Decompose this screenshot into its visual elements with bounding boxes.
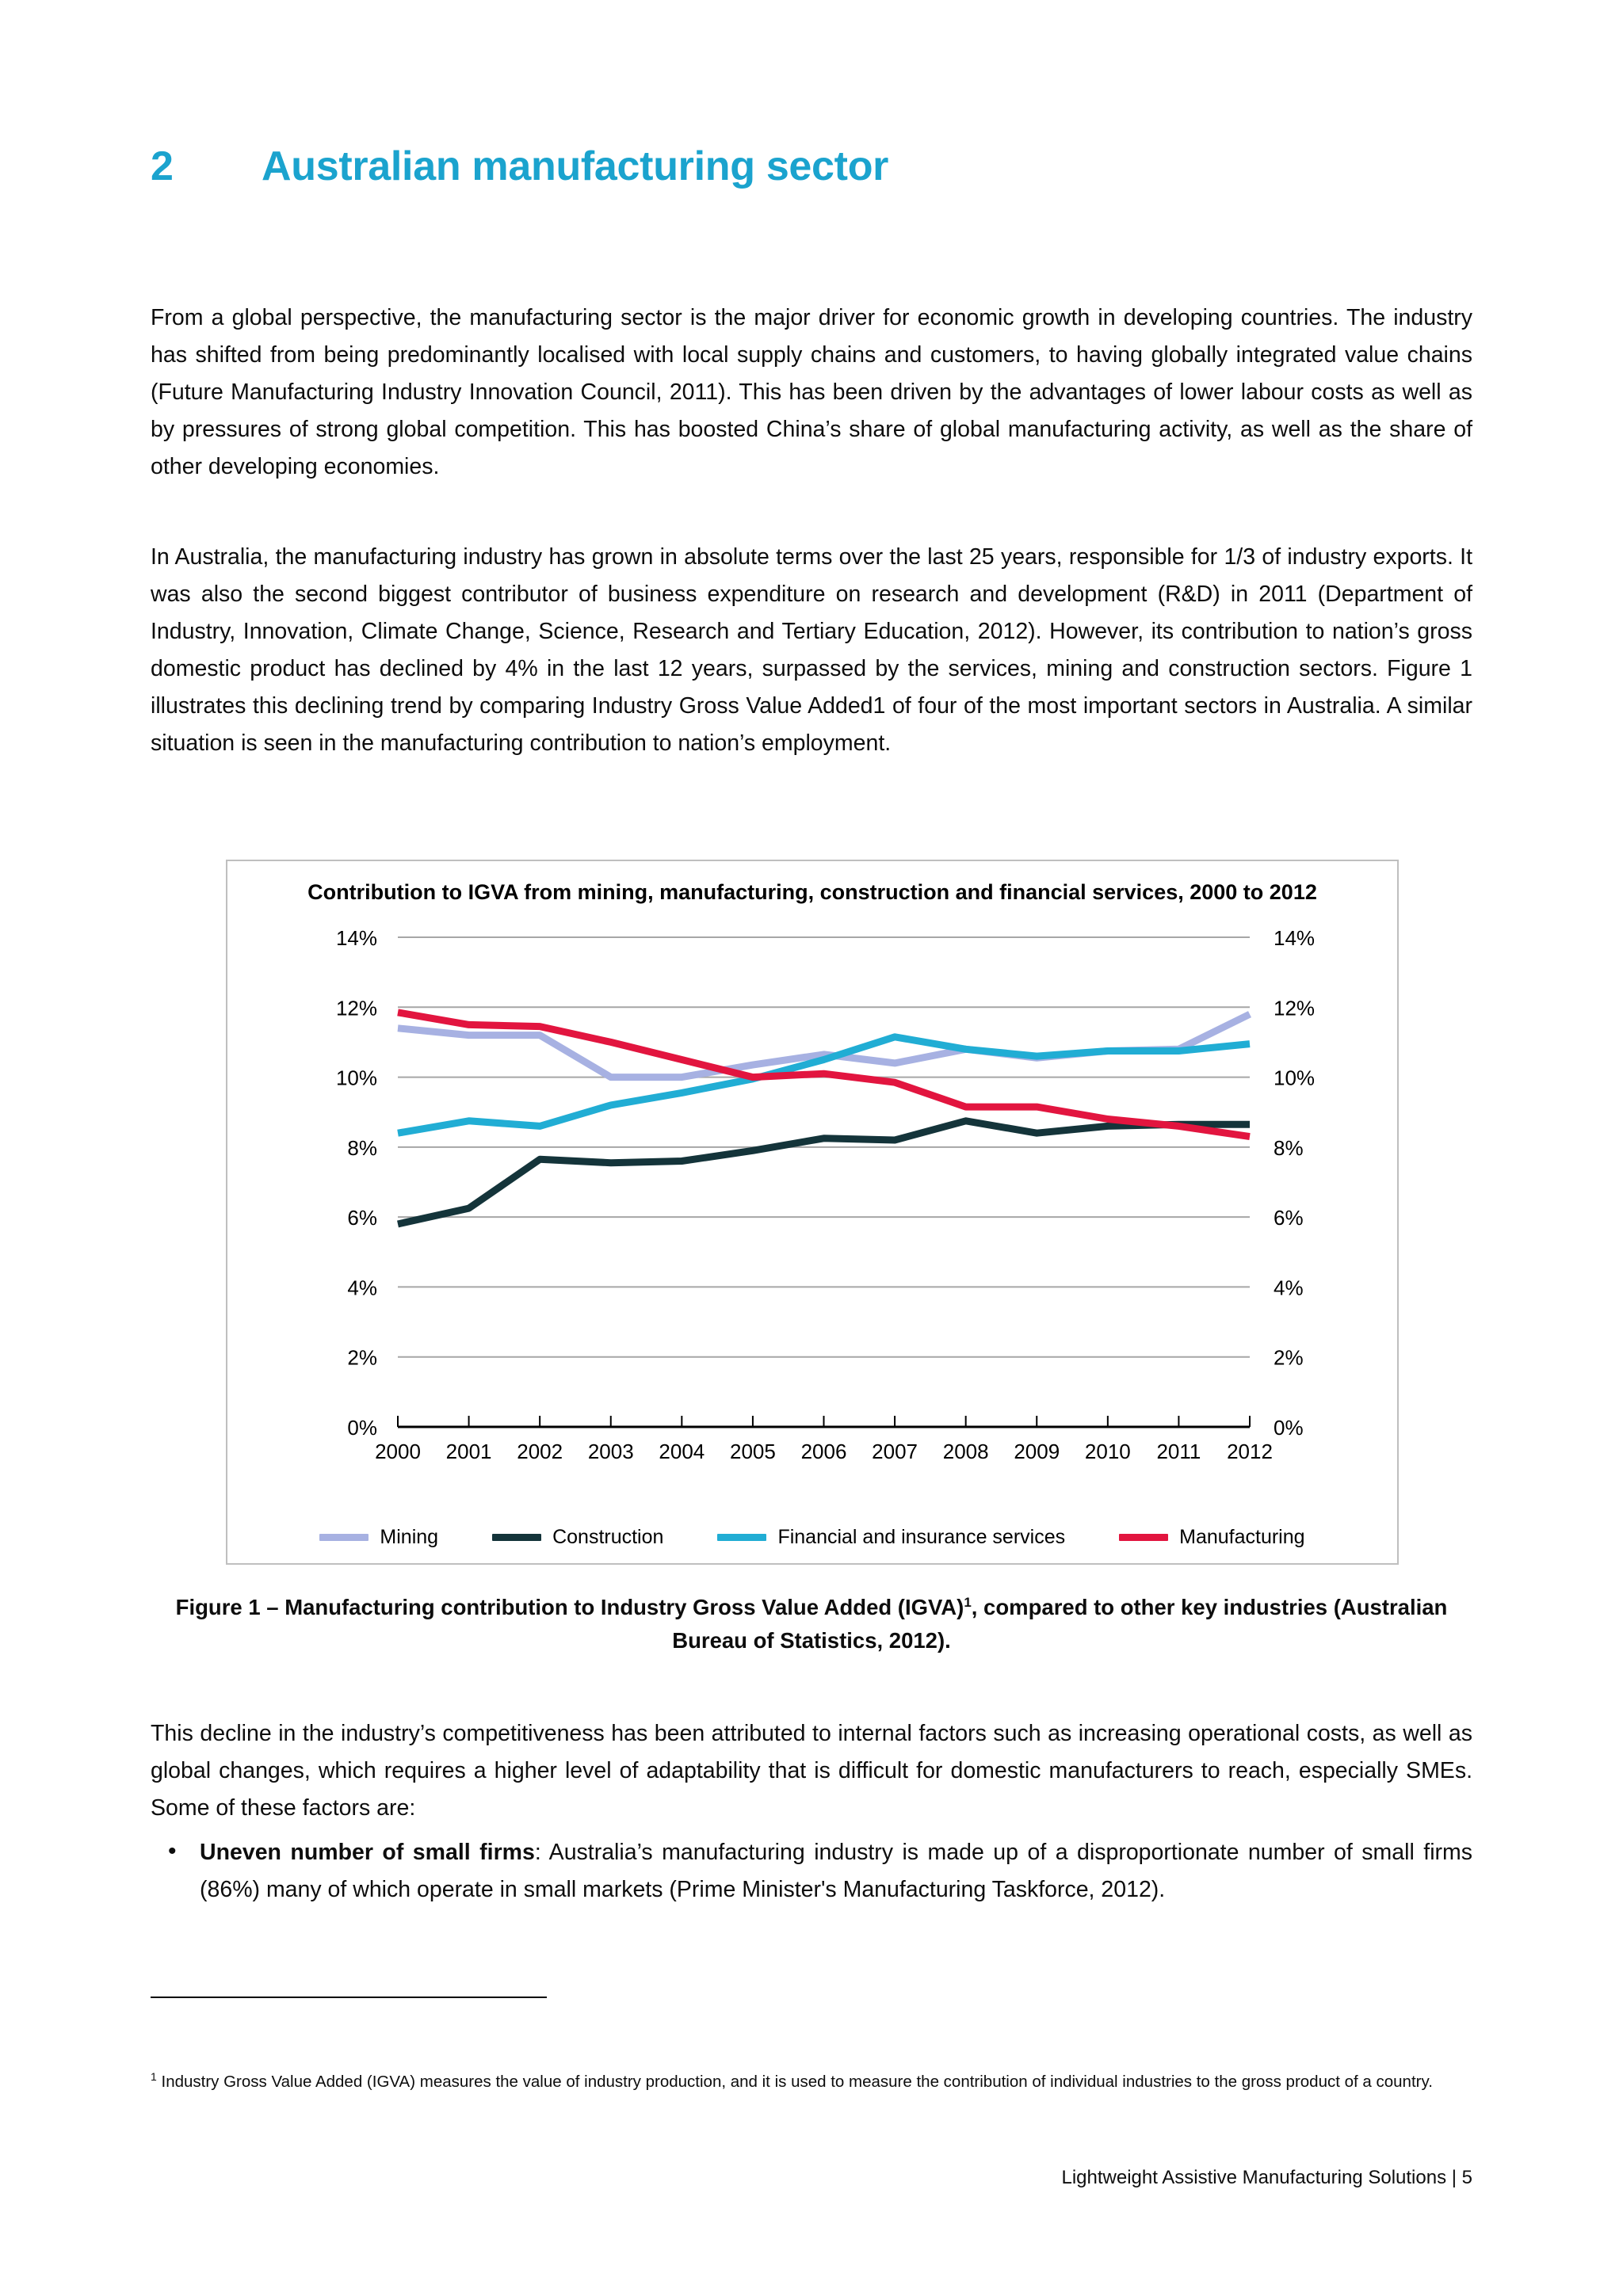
x-axis-tick-label: 2004	[659, 1440, 705, 1463]
legend-swatch-icon	[1119, 1534, 1168, 1541]
x-axis-tick-label: 2010	[1084, 1440, 1131, 1463]
chart-series-line	[398, 1013, 1250, 1137]
y-axis-tick-right: 10%	[1274, 1066, 1316, 1090]
bullet-lead: Uneven number of small firms	[200, 1840, 535, 1865]
legend-label: Financial and insurance services	[777, 1526, 1066, 1548]
y-axis-tick-right: 4%	[1274, 1276, 1304, 1300]
legend-label: Mining	[380, 1526, 439, 1548]
x-axis-tick-label: 2002	[517, 1440, 563, 1463]
x-axis-tick-label: 2011	[1156, 1440, 1201, 1463]
x-axis-tick-label: 2006	[800, 1440, 847, 1463]
x-axis-tick-label: 2008	[942, 1440, 989, 1463]
page-title: Australian manufacturing sector	[262, 143, 889, 189]
list-item	[151, 1834, 1472, 1909]
y-axis-tick-left: 6%	[347, 1206, 377, 1230]
legend-swatch-icon	[492, 1534, 541, 1541]
figure-1-chart	[226, 860, 1399, 1565]
factors-bullet-list	[151, 1834, 1472, 1909]
x-axis-tick-label: 2000	[375, 1440, 421, 1463]
footnote	[151, 2064, 1472, 2095]
paragraph-3: This decline in the industry’s competitiveness has been attributed to internal factors such as increasing operational costs, as well as global changes, which requires a higher level of adaptability that is difficult for domestic manufacturers to reach, especially SMEs. Some of these factors are:	[151, 1721, 1472, 1821]
x-axis-tick-label: 2005	[729, 1440, 776, 1463]
legend-swatch-icon	[319, 1534, 369, 1541]
y-axis-tick-left: 12%	[335, 996, 377, 1020]
chart-legend	[227, 1526, 1397, 1549]
legend-label: Manufacturing	[1179, 1526, 1305, 1548]
figure-caption-tail: , compared to other key industries (Australian Bureau of Statistics, 2012).	[672, 1595, 1448, 1653]
legend-item[interactable]	[717, 1526, 1065, 1549]
chart-svg	[227, 920, 1400, 1506]
y-axis-tick-right: 2%	[1274, 1345, 1304, 1370]
y-axis-tick-left: 14%	[335, 926, 377, 950]
x-axis-tick-label: 2007	[872, 1440, 918, 1463]
x-axis-tick-label: 2009	[1014, 1440, 1060, 1463]
legend-item[interactable]	[492, 1526, 663, 1549]
legend-swatch-icon	[717, 1534, 766, 1541]
x-axis-tick-label: 2001	[445, 1440, 492, 1463]
figure-caption	[151, 1586, 1472, 1657]
paragraph-2: In Australia, the manufacturing industry has grown in absolute terms over the last 25 years, responsible for 1/3 of industry exports. It was also the second biggest contributor of business expenditure on research and development (R&D) in 2011 (Department of Industry, Innovation, Climate Change, Science, Research and Tertiary Education, 2012). However, its contribution to nation’s gross domestic product has declined by 4% in the last 12 years, surpassed by the services, mining and construction sectors. Figure 1 illustrates this declining trend by comparing Industry Gross Value Added1 of four of the most important sectors in Australia. A similar situation is seen in the manufacturing contribution to nation’s employment.	[151, 544, 1472, 756]
y-axis-tick-right: 0%	[1274, 1416, 1304, 1440]
x-axis-tick-label: 2003	[587, 1440, 634, 1463]
legend-item[interactable]	[1119, 1526, 1304, 1549]
y-axis-tick-right: 14%	[1274, 926, 1316, 950]
y-axis-tick-left: 4%	[347, 1276, 377, 1300]
footnote-marker: 1	[151, 2070, 157, 2083]
footnote-separator	[151, 1997, 547, 1998]
chart-series-line	[398, 1121, 1250, 1224]
paragraph-1: From a global perspective, the manufacturing sector is the major driver for economic growth in developing countries. The industry has shifted from being predominantly localised with local supply chains and customers, to having globally integrated value chains (Future Manufacturing Industry Innovation Council, 2011). This has been driven by the advantages of lower labour costs as well as by pressures of strong global competition. This has boosted China’s share of global manufacturing activity, as well as the share of other developing economies.	[151, 305, 1472, 479]
y-axis-tick-right: 12%	[1274, 996, 1316, 1020]
chart-title: Contribution to IGVA from mining, manufacturing, construction and financial services, 2000 to 2012	[307, 880, 1317, 904]
y-axis-tick-right: 8%	[1274, 1135, 1304, 1160]
y-axis-tick-left: 8%	[347, 1135, 377, 1160]
y-axis-tick-left: 2%	[347, 1345, 377, 1370]
legend-label: Construction	[552, 1526, 664, 1548]
figure-caption-superscript: 1	[964, 1595, 972, 1610]
heading-number: 2	[151, 143, 174, 189]
figure-caption-main: Figure 1 – Manufacturing contribution to Industry Gross Value Added (IGVA)	[175, 1595, 964, 1620]
legend-item[interactable]	[319, 1526, 438, 1549]
page-heading	[151, 143, 1498, 190]
bullet-rest: : Australia’s manufacturing industry is made up of a disproportionate number of small firms (86%) many of which operate in small markets (Prime Minister's Manufacturing Taskforce, 2012).	[200, 1840, 1473, 1902]
footnote-text: Industry Gross Value Added (IGVA) measures the value of industry production, and it is used to measure the contribution of individual industries to the gross product of a country.	[156, 2072, 1433, 2091]
y-axis-tick-left: 10%	[335, 1066, 377, 1090]
chart-plot-area	[227, 920, 1400, 1506]
x-axis-tick-label: 2012	[1227, 1440, 1273, 1463]
y-axis-tick-left: 0%	[347, 1416, 377, 1440]
page-footer: Lightweight Assistive Manufacturing Solutions | 5	[1061, 2167, 1472, 2188]
y-axis-tick-right: 6%	[1274, 1206, 1304, 1230]
